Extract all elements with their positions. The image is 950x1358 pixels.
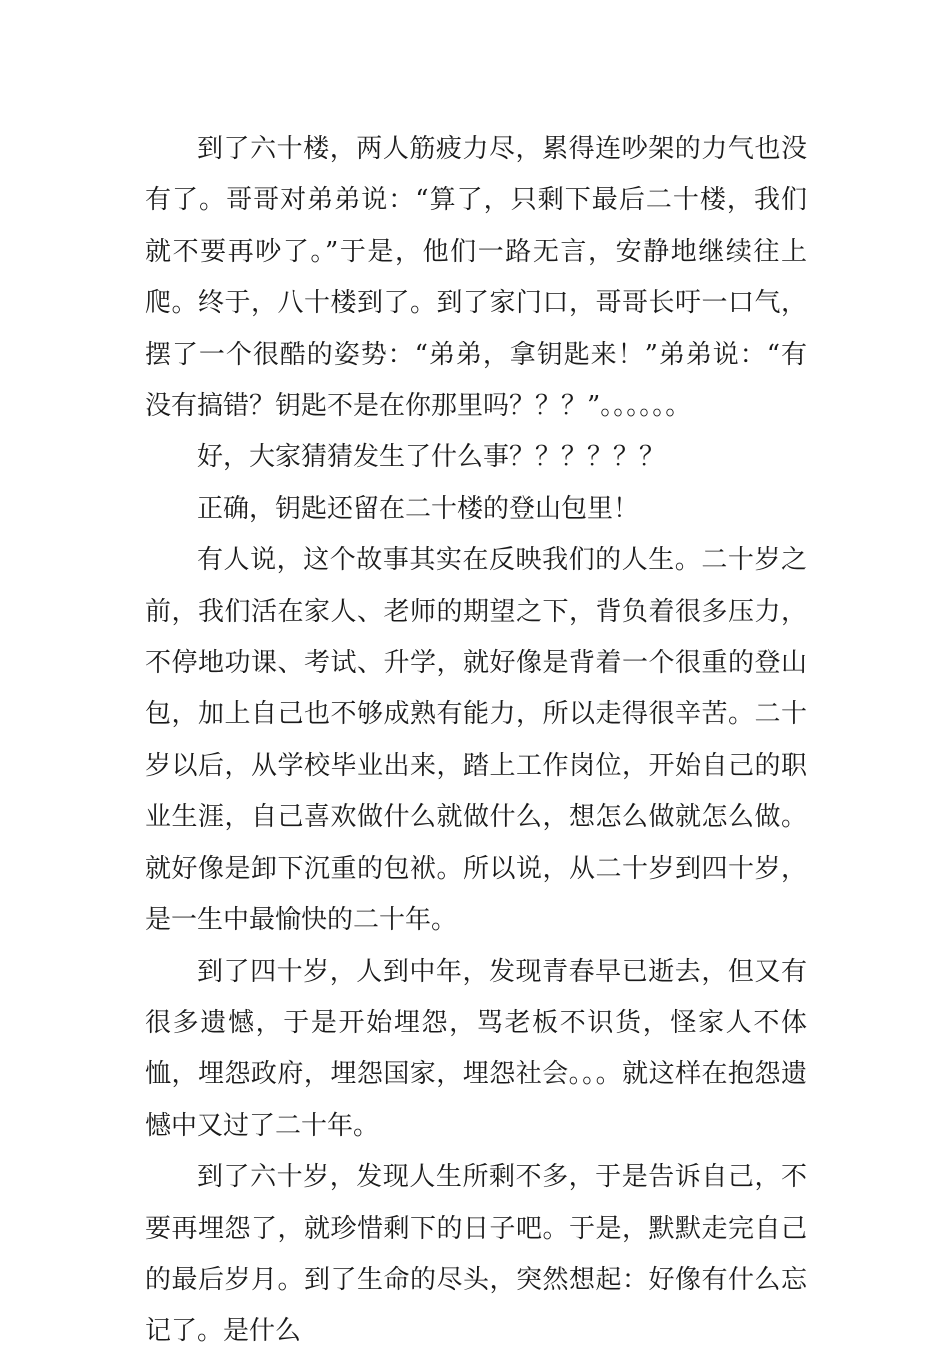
paragraph-4: 有人说，这个故事其实在反映我们的人生。二十岁之前，我们活在家人、老师的期望之下，背负着很多压力，不停地功课、考试、升学，就好像是背着一个很重的登山包，加上自己也不够成熟有能力，所以走得很辛苦。二十岁以后，从学校毕业出来，踏上工作岗位，开始自己的职业生涯，自己喜欢做什么就做什么，想怎么做就怎么做。就好像是卸下沉重的包袱。所以说，从二十岁到四十岁，是一生中最愉快的二十年。 bbox=[145, 545, 807, 936]
paragraph-6: 到了六十岁，发现人生所剩不多，于是告诉自己，不要再埋怨了，就珍惜剩下的日子吧。于是，默默走完自己的最后岁月。到了生命的尽头，突然想起：好像有什么忘记了。是什么 bbox=[145, 1162, 807, 1347]
paragraph-3: 正确，钥匙还留在二十楼的登山包里！ bbox=[197, 493, 640, 524]
paragraph-1: 到了六十楼，两人筋疲力尽，累得连吵架的力气也没有了。哥哥对弟弟说：“算了，只剩下最后二十楼，我们就不要再吵了。”于是，他们一路无言，安静地继续往上爬。终于，八十楼到了。到了家门口，哥哥长吁一口气，摆了一个很酷的姿势：“弟弟，拿钥匙来！”弟弟说：“有没有搞错？钥匙不是在你那里吗？？？”。。。。。。 bbox=[145, 134, 807, 422]
paragraph-5: 到了四十岁，人到中年，发现青春早已逝去，但又有很多遗憾，于是开始埋怨，骂老板不识货，怪家人不体恤，埋怨政府，埋怨国家，埋怨社会。。。就这样在抱怨遗憾中又过了二十年。 bbox=[145, 956, 807, 1141]
paragraph-2: 好，大家猜猜发生了什么事？？？？？？ bbox=[197, 442, 666, 473]
document-body bbox=[145, 124, 807, 1358]
